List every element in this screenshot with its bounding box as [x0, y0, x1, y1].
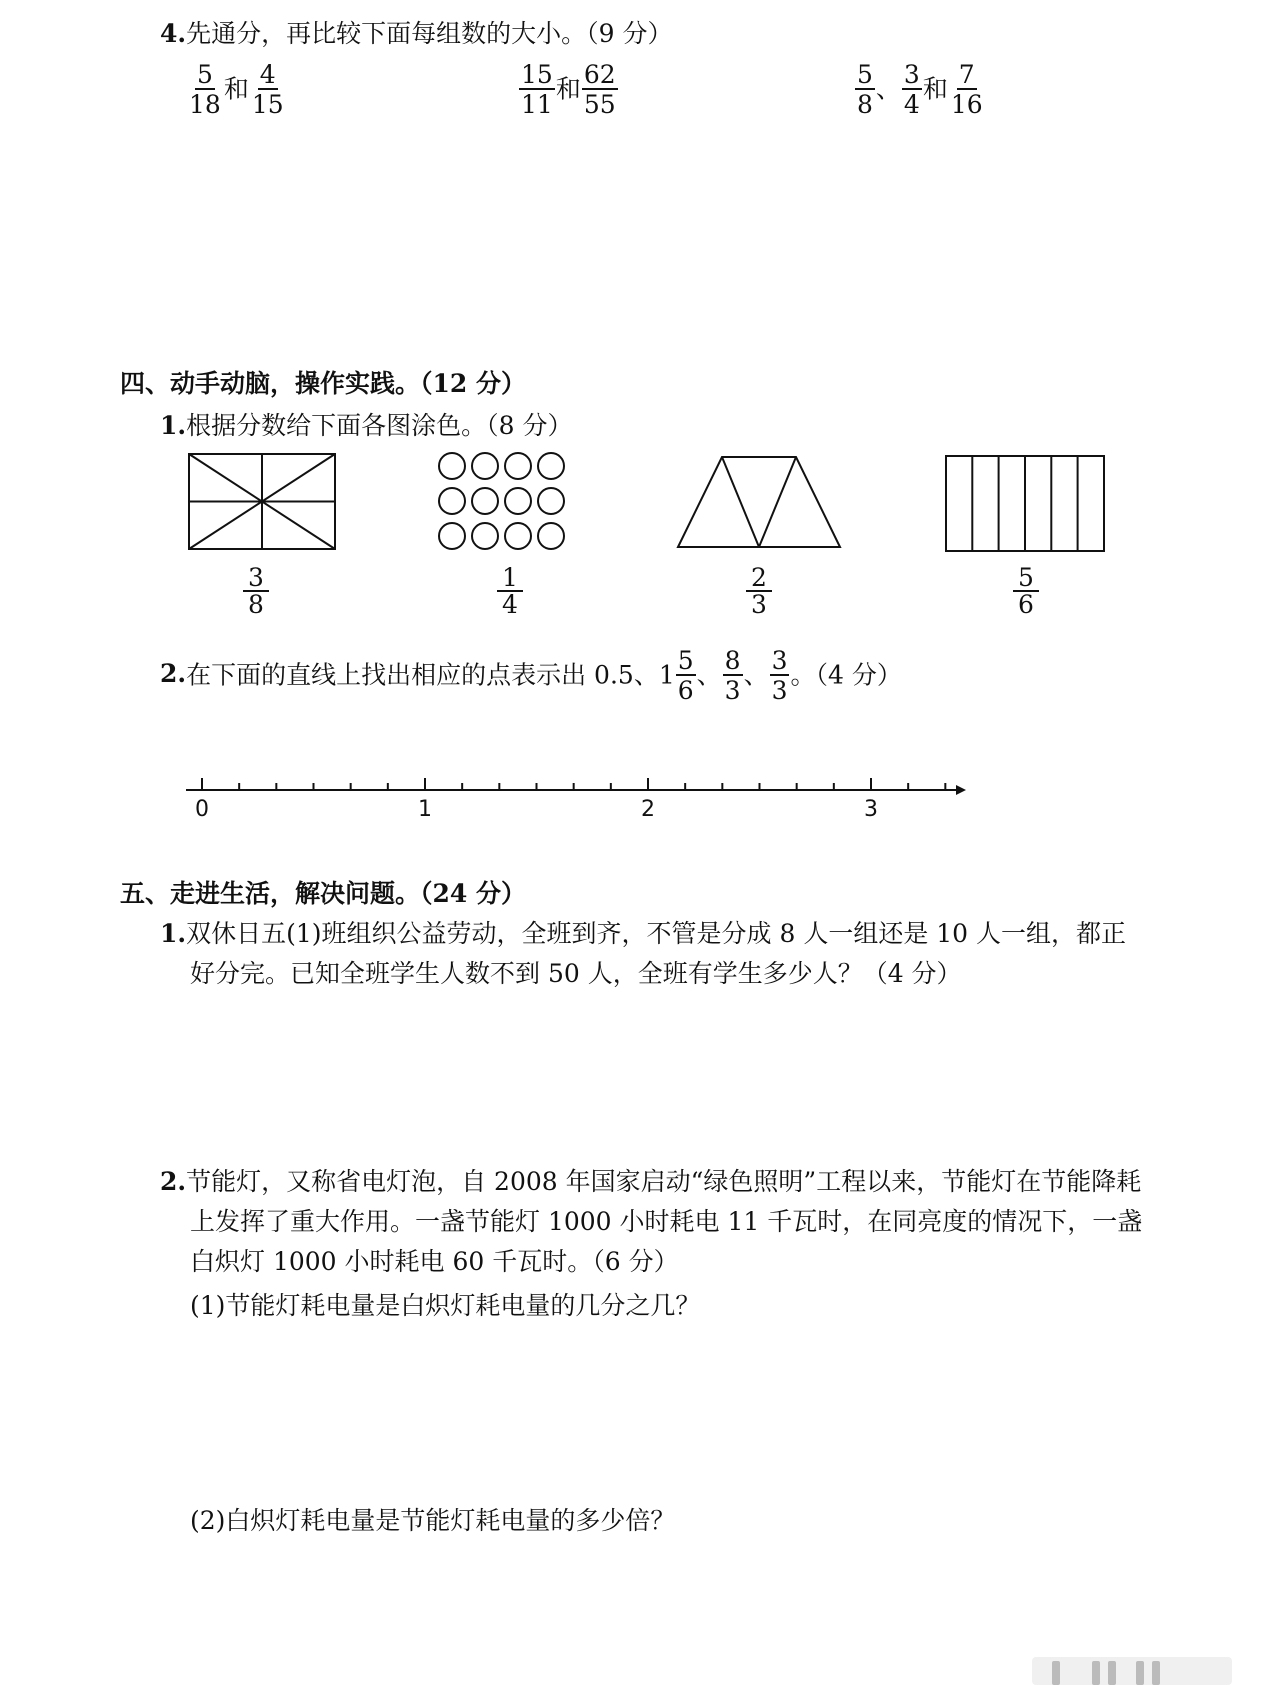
figure-label-3-8: $\frac{3}{8}$ [242, 565, 270, 617]
s5-q1-line2: 好分完。已知全班学生人数不到 50 人，全班有学生多少人？（4 分） [190, 959, 962, 988]
q4-prompt: 4.先通分，再比较下面每组数的大小。（9 分） [160, 19, 673, 48]
fraction: $\frac{3}{4}$ [903, 60, 920, 119]
s5-q2-line1: 2.节能灯，又称省电灯泡，自 2008 年国家启动“绿色照明”工程以来，节能灯在节能降耗 [160, 1167, 1142, 1196]
section4-title: 四、动手动脑，操作实践。（12 分） [120, 369, 527, 398]
s5-q2-sub1: (1)节能灯耗电量是白炽灯耗电量的几分之几？ [190, 1291, 701, 1320]
rectangle-eighths-figure[interactable] [188, 453, 336, 550]
rectangle-sixths-figure[interactable] [945, 455, 1105, 552]
figure-label-1-4: $\frac{1}{4}$ [496, 565, 524, 617]
tick-label: 1 [418, 797, 432, 822]
s4-q1-prompt: 1.根据分数给下面各图涂色。（8 分） [160, 411, 573, 440]
s5-q2-line2: 上发挥了重大作用。一盏节能灯 1000 小时耗电 11 千瓦时，在同亮度的情况下，一盏 [190, 1207, 1143, 1236]
number-line[interactable] [186, 770, 966, 830]
q4-number: 4. [160, 19, 187, 48]
arrow-right-icon [956, 785, 966, 795]
fraction: $\frac{5}{8}$ [857, 60, 873, 119]
q4-group-1: $\frac{5}{18}$ 和 $\frac{4}{15}$ [189, 60, 284, 119]
tick-label: 3 [864, 797, 878, 822]
section5-title: 五、走进生活，解决问题。（24 分） [120, 879, 527, 908]
viewer-controls[interactable] [1032, 1655, 1232, 1685]
fraction: $\frac{7}{16}$ [950, 60, 983, 119]
figure-label-5-6: $\frac{5}{6}$ [1012, 565, 1040, 617]
q4-group-3: $\frac{5}{8}$ 、 $\frac{3}{4}$ 和 $\frac{7}{16}$ [857, 60, 983, 119]
fraction: $\frac{5}{18}$ [189, 60, 221, 119]
fraction: $\frac{15}{11}$ [521, 60, 553, 119]
twelve-circles-figure[interactable] [437, 451, 575, 553]
s5-q2-line3: 白炽灯 1000 小时耗电 60 千瓦时。（6 分） [190, 1247, 679, 1276]
s5-q1-line1: 1.双休日五(1)班组织公益劳动，全班到齐，不管是分成 8 人一组还是 10 人一组，都正 [160, 919, 1127, 948]
fraction: $\frac{4}{15}$ [251, 60, 284, 119]
fraction: $\frac{62}{55}$ [583, 60, 616, 119]
tick-label: 0 [195, 797, 209, 822]
s4-q2-prompt: 2.在下面的直线上找出相应的点表示出 0.5、1 $\frac{5}{6}$ 、 $\frac{8}{3}$ 、 $\frac{3}{3}$ 。（4 分） [160, 646, 902, 705]
q4-group-2: $\frac{15}{11}$ 和 $\frac{62}{55}$ [521, 60, 616, 119]
tick-label: 2 [641, 797, 655, 822]
s5-q2-sub2: (2)白炽灯耗电量是节能灯耗电量的多少倍？ [190, 1506, 676, 1535]
figure-label-2-3: $\frac{2}{3}$ [745, 565, 773, 617]
trapezoid-thirds-figure[interactable] [677, 455, 841, 549]
